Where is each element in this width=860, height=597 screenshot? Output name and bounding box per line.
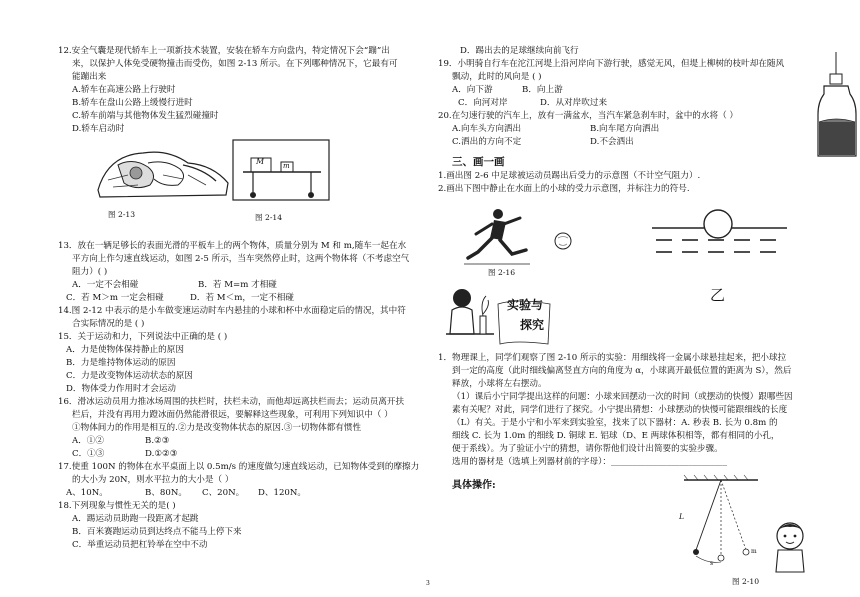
box-big-label: M: [256, 157, 265, 166]
floating-ball-figure: [652, 208, 792, 263]
q16-option-c: C．①③: [72, 449, 105, 459]
q13-line-1: 13．放在一辆足够长的表面光滑的平板车上的两个物体，质量分别为 M 和 m,随车一起在水: [58, 241, 407, 251]
exp-line-2: 到一定的高度（此时细线偏离竖直方向的角度为 α，小球离开最低位置的距离为 S），然后: [452, 366, 792, 376]
cart-figure: [233, 140, 333, 215]
q17-option-a: A、10N。: [66, 488, 108, 498]
q13-option-a: A．一定不会相碰: [72, 280, 139, 290]
exp-line-9: 选用的器材是（选填上列器材前的字母）：___________________________: [452, 457, 727, 467]
badge-line-2: 探究: [520, 318, 545, 332]
fig-2-16-caption: 图 2-16: [488, 268, 516, 277]
q15-line: 15．关于运动和力，下列说法中正确的是 ( ): [58, 332, 228, 342]
badge-line-1: 实验与: [507, 298, 544, 312]
jar-pendulum-figure: [816, 52, 858, 162]
exp-line-3: 释放，小球将左右摆动。: [452, 379, 547, 389]
q16-option-d: D.①②③: [145, 449, 178, 459]
q17-option-c: C、20N。: [202, 488, 245, 498]
q20-option-b: B.向车尾方向洒出: [590, 124, 660, 134]
q14-line-1: 14.图 2-12 中表示的是小车做变速运动时车内悬挂的小球和杯中水面稳定后的情况，其中符: [58, 306, 406, 316]
draw-q2: 2.画出下图中静止在水面上的小球的受力示意图，并标注力的符号.: [438, 184, 690, 194]
q16-option-b: B.②③: [145, 436, 170, 446]
q20-option-d: D.不会洒出: [590, 137, 634, 147]
q13-option-b: B．若 M=m 才相碰: [198, 280, 277, 290]
q17-line-1: 17.使重 100N 的物体在水平桌面上以 0.5m/s 的速度做匀速直线运动，已知物体受到的摩擦力: [58, 462, 420, 472]
football-player-figure: [464, 208, 534, 270]
exp-line-5: 素有关呢？对此，同学们进行了探究。小宁提出猜想：小球摆动的快慢可能跟细线的长度: [452, 405, 788, 415]
q12-line-2: 来，以保护人体免受硬物撞击而受伤，如图 2-13 所示。在下列哪种情况下，它最有可: [72, 59, 398, 69]
length-label: L: [679, 512, 685, 521]
q12-option-b: B.轿车在盘山公路上缓慢行进时: [72, 98, 193, 108]
q15-option-d: D．物体受力作用时才会运动: [66, 384, 177, 394]
q12-option-a: A.轿车在高速公路上行驶时: [72, 85, 176, 95]
figure-yi-label: 乙: [710, 286, 726, 304]
exp-line-8: 便于系线）。为了验证小宁的猜想，请你帮他们设计出简要的实验步骤。: [452, 444, 723, 454]
exp-line-6: （L）有关。于是小宁和小军来到实验室，找来了以下器材：A. 秒表 B. 长为 0.8m 的: [452, 418, 778, 428]
q12-line-3: 能蹦出来: [72, 72, 107, 82]
q14-line-2: 合实际情况的是 ( ): [72, 319, 145, 329]
distance-label: s: [710, 560, 714, 567]
q18-option-c: C．举重运动员把杠铃举在空中不动: [72, 540, 208, 550]
child-observer-figure: [770, 518, 810, 574]
q20-option-a: A.向车头方向洒出: [452, 124, 522, 134]
football: [554, 232, 572, 250]
q16-option-a: A．①②: [72, 436, 104, 446]
q19-line-2: 飘动，此时的风向是 ( ): [452, 72, 542, 82]
page-number: 3: [426, 580, 430, 587]
section-3-title: 三、画一画: [452, 156, 505, 168]
airbag-figure: [88, 135, 238, 205]
exp-line-1: 1．物理课上，同学们观察了图 2-10 所示的实验：用细线将一金属小球悬挂起来，把小球拉: [438, 353, 787, 363]
steps-title: 具体操作:: [452, 480, 496, 491]
q18-option-b: B．百米赛跑运动员到达终点不能马上停下来: [72, 527, 242, 537]
q16-line-3: ①物体间力的作用是相互的.②力是改变物体状态的原因.③一切物体都有惯性: [72, 423, 362, 433]
q15-option-a: A．力是使物体保持静止的原因: [66, 345, 184, 355]
q16-line-2: 栏后，并没有再用力蹬冰面仍然能滑很远，要解释这些现象，可利用下列知识中（ ）: [72, 410, 393, 420]
q19-line-1: 19．小明骑自行车在沱江河堤上沿河岸向下游行驶，感觉无风，但堤上柳树的枝叶却在随风: [438, 59, 785, 69]
q15-option-c: C．力是改变物体运动状态的原因: [66, 371, 193, 381]
q19-option-c: C．向河对岸: [458, 98, 508, 108]
fig-2-14-caption: 图 2-14: [255, 213, 283, 222]
q16-line-1: 16．滑冰运动员用力推冰场周围的扶栏时，扶栏未动，而他却远离扶栏而去；运动员离开扶: [58, 397, 405, 407]
box-small-label: m: [283, 162, 290, 170]
q17-option-d: D、120N。: [258, 488, 307, 498]
q18-option-a: A．踢运动员助跑一段距离才起跳: [72, 514, 199, 524]
q13-line-3: 阻力）( ): [72, 267, 108, 277]
q19-option-d: D．从对岸吹过来: [540, 98, 608, 108]
q18-line: 18.下列现象与惯性无关的是( ): [58, 501, 176, 511]
pendulum-figure: [666, 478, 786, 570]
exp-line-7: 细线 C. 长为 1.0m 的细线 D. 铜球 E. 铝球（D、E 两球体积相等，都有相同的小孔，: [452, 431, 780, 441]
fig-2-10-caption: 图 2-10: [732, 577, 760, 586]
mass-label: m: [751, 548, 757, 555]
q19-option-a: A．向下游: [452, 85, 493, 95]
q17-option-b: B、80N。: [145, 488, 187, 498]
fig-2-13-caption: 图 2-13: [108, 210, 136, 219]
q20-line: 20.在匀速行驶的汽车上，放有一满盆水，当汽车紧急刹车时，盆中的水将（ ）: [438, 111, 738, 121]
q13-line-2: 平方向上作匀速直线运动，如图 2-5 所示，当车突然停止时，这两个物体将（不考虑空气: [72, 254, 410, 264]
q17-line-2: 的大小为 20N，则水平拉力的大小是（ ）: [72, 475, 234, 485]
q15-option-b: B．力是维持物体运动的原因: [66, 358, 176, 368]
q12-line-1: 12.安全气囊是现代轿车上一项新技术装置，安装在轿车方向盘内，特定情况下会“蹦”出: [58, 46, 390, 56]
q19-option-b: B．向上游: [522, 85, 563, 95]
q18-option-d: D．踢出去的足球继续向前飞行: [460, 46, 579, 56]
q12-option-c: C.轿车前端与其他物体发生猛烈碰撞时: [72, 111, 219, 121]
exp-line-4: （1）课后小宁同学提出这样的问题：小球来回摆动一次的时间（或摆动的快慢）跟哪些因: [452, 392, 793, 402]
q12-option-d: D.轿车启动时: [72, 124, 125, 134]
q13-option-c: C．若 M＞m 一定会相碰: [66, 293, 164, 303]
q13-option-d: D．若 M＜m，一定不相碰: [190, 293, 294, 303]
draw-q1: 1.画出图 2-6 中足球被运动员踢出后受力的示意图（不计空气阻力）.: [438, 171, 701, 181]
q20-option-c: C.洒出的方向不定: [452, 137, 522, 147]
experiment-badge-icon: [446, 284, 564, 346]
